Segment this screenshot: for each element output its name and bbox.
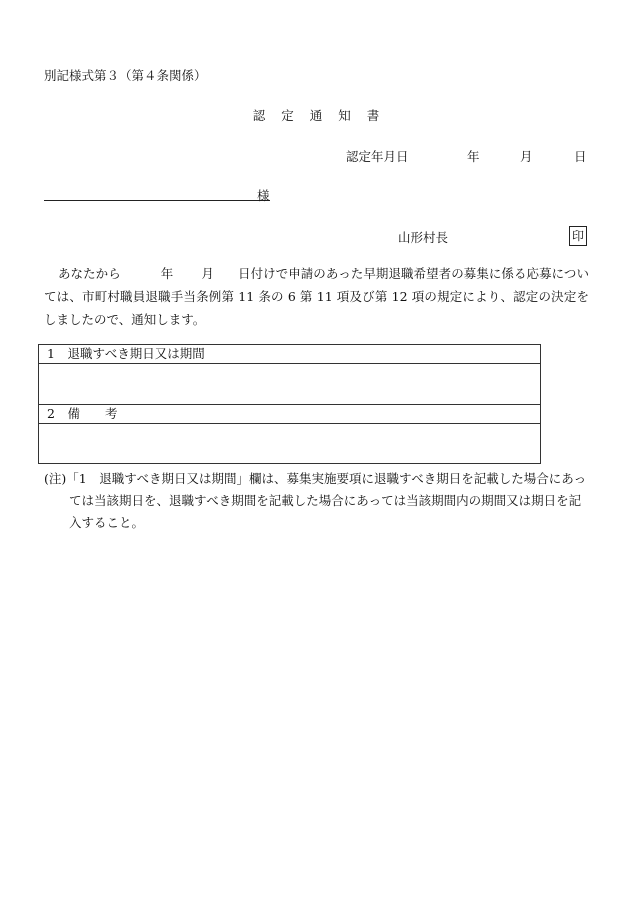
notice-body xyxy=(44,262,589,331)
details-table xyxy=(38,344,541,464)
document-title: 認 定 通 知 書 xyxy=(252,108,386,123)
body-text: 日付けで申請のあった早期退職希望者の募集に係る応募については、市町村職員退職手当条例第 11 条の 6 第 11 項及び第 12 項の規定により、認定の決定をしましたので、通知します。 xyxy=(44,266,589,327)
body-month: 月 xyxy=(201,266,214,281)
date-year-label: 年 xyxy=(467,149,480,164)
date-day-label: 日 xyxy=(574,149,587,164)
addressee-honorific: 様 xyxy=(257,188,270,203)
table-row xyxy=(39,364,541,405)
issuer-name: 山形村長 xyxy=(398,230,449,245)
table-heading-remarks: 2 備 考 xyxy=(39,405,541,424)
body-year: 年 xyxy=(160,266,174,281)
issuer-row xyxy=(0,226,630,248)
footnote xyxy=(44,468,589,534)
certification-date-label: 認定年月日 xyxy=(346,149,409,164)
addressee-underline xyxy=(44,200,270,201)
table-row xyxy=(39,424,541,464)
table-cell-period xyxy=(39,364,541,405)
date-month-label: 月 xyxy=(520,149,533,164)
certification-date-line xyxy=(0,147,630,163)
table-row xyxy=(39,405,541,424)
table-row xyxy=(39,345,541,364)
table-cell-remarks xyxy=(39,424,541,464)
table-heading-period: 1 退職すべき期日又は期間 xyxy=(39,345,541,364)
seal-stamp: 印 xyxy=(569,226,587,246)
form-reference: 別記様式第３（第４条関係） xyxy=(44,68,207,83)
body-prefix: あなたから xyxy=(58,266,121,281)
footnote-text: (注)「1 退職すべき期日又は期間」欄は、募集実施要項に退職すべき期日を記載した場合にあっては当該期日を、退職すべき期間を記載した場合にあっては当該期間内の期間又は期日を記入すること。 xyxy=(44,471,587,530)
